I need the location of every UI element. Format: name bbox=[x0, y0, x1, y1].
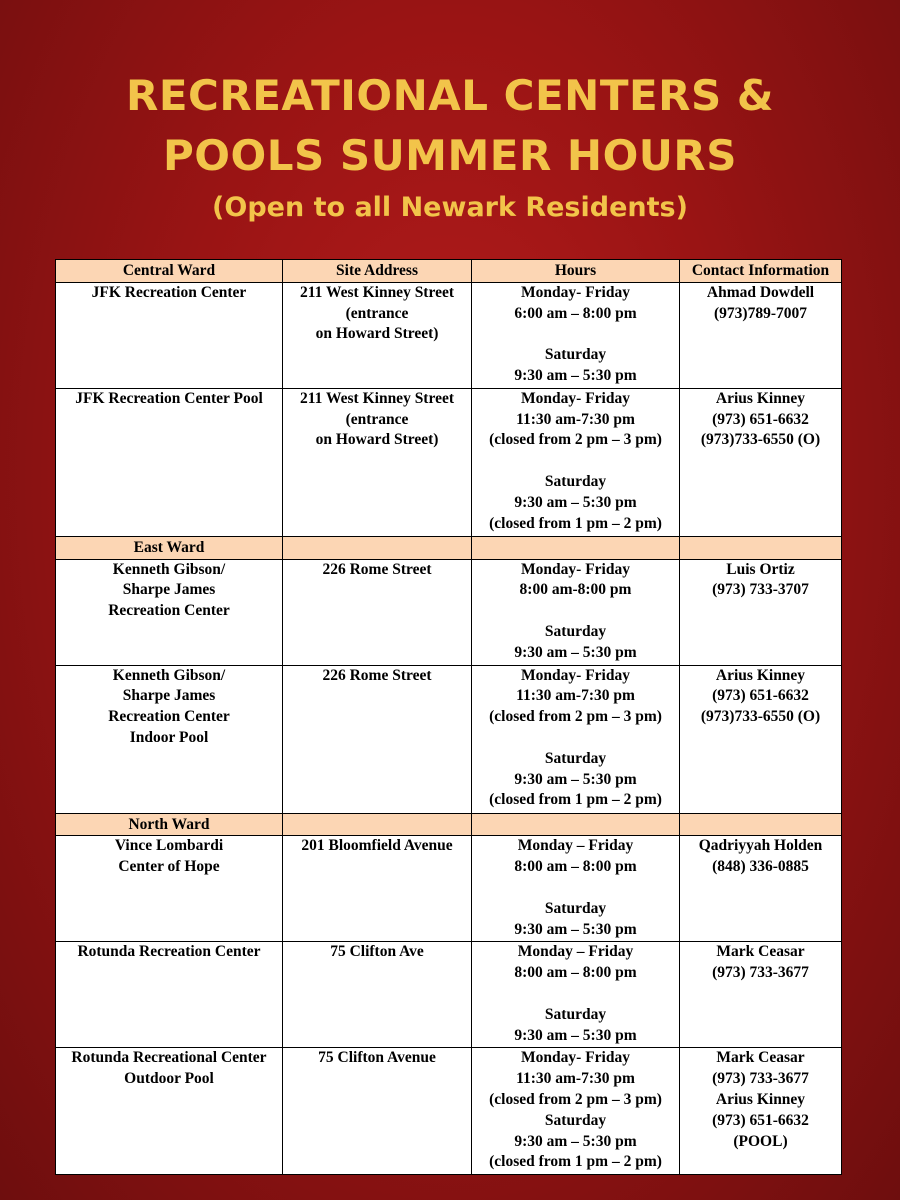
hours: Monday- Friday 8:00 am-8:00 pm Saturday 9:30 am – 5:30 pm bbox=[472, 559, 680, 665]
page-subtitle: (Open to all Newark Residents) bbox=[212, 192, 688, 223]
table-row bbox=[56, 559, 842, 665]
ward-header-row bbox=[56, 536, 842, 559]
site-address: 226 Rome Street bbox=[283, 665, 472, 813]
ward-label-north: North Ward bbox=[56, 813, 283, 836]
contact-info: Arius Kinney (973) 651-6632 (973)733-6550 (O) bbox=[680, 388, 842, 536]
hours: Monday- Friday 6:00 am – 8:00 pm Saturday 9:30 am – 5:30 pm bbox=[472, 282, 680, 388]
facility-name: Vince Lombardi Center of Hope bbox=[56, 836, 283, 942]
site-address: 211 West Kinney Street (entrance on Howard Street) bbox=[283, 388, 472, 536]
table-row bbox=[56, 836, 842, 942]
contact-info: Ahmad Dowdell (973)789-7007 bbox=[680, 282, 842, 388]
site-address: 201 Bloomfield Avenue bbox=[283, 836, 472, 942]
title-line-1: RECREATIONAL CENTERS & bbox=[126, 71, 774, 120]
title-line-2: POOLS SUMMER HOURS bbox=[163, 131, 737, 180]
facility-name: Rotunda Recreational Center Outdoor Pool bbox=[56, 1048, 283, 1175]
hours: Monday- Friday 11:30 am-7:30 pm (closed from 2 pm – 3 pm) Saturday 9:30 am – 5:30 pm (closed from 1 pm – 2 pm) bbox=[472, 665, 680, 813]
ward-label-east: East Ward bbox=[56, 536, 283, 559]
table-row bbox=[56, 1048, 842, 1175]
contact-info: Qadriyyah Holden (848) 336-0885 bbox=[680, 836, 842, 942]
hours-table bbox=[55, 259, 842, 1175]
table-row bbox=[56, 942, 842, 1048]
ward-header-row bbox=[56, 813, 842, 836]
table-row bbox=[56, 282, 842, 388]
column-header-central-ward: Central Ward bbox=[56, 260, 283, 283]
hours: Monday- Friday 11:30 am-7:30 pm (closed from 2 pm – 3 pm) Saturday 9:30 am – 5:30 pm (closed from 1 pm – 2 pm) bbox=[472, 388, 680, 536]
site-address: 211 West Kinney Street (entrance on Howard Street) bbox=[283, 282, 472, 388]
page-title bbox=[0, 66, 900, 186]
facility-name: JFK Recreation Center bbox=[56, 282, 283, 388]
contact-info: Luis Ortiz (973) 733-3707 bbox=[680, 559, 842, 665]
site-address: 226 Rome Street bbox=[283, 559, 472, 665]
table-row bbox=[56, 665, 842, 813]
column-header-site-address: Site Address bbox=[283, 260, 472, 283]
site-address: 75 Clifton Ave bbox=[283, 942, 472, 1048]
contact-info: Mark Ceasar (973) 733-3677 Arius Kinney (973) 651-6632 (POOL) bbox=[680, 1048, 842, 1175]
column-header-contact-information: Contact Information bbox=[680, 260, 842, 283]
contact-info: Mark Ceasar (973) 733-3677 bbox=[680, 942, 842, 1048]
table-header-row bbox=[56, 260, 842, 283]
facility-name: JFK Recreation Center Pool bbox=[56, 388, 283, 536]
facility-name: Kenneth Gibson/ Sharpe James Recreation Center bbox=[56, 559, 283, 665]
contact-info: Arius Kinney (973) 651-6632 (973)733-6550 (O) bbox=[680, 665, 842, 813]
table-row bbox=[56, 388, 842, 536]
facility-name: Rotunda Recreation Center bbox=[56, 942, 283, 1048]
site-address: 75 Clifton Avenue bbox=[283, 1048, 472, 1175]
hours: Monday – Friday 8:00 am – 8:00 pm Saturday 9:30 am – 5:30 pm bbox=[472, 942, 680, 1048]
hours: Monday – Friday 8:00 am – 8:00 pm Saturday 9:30 am – 5:30 pm bbox=[472, 836, 680, 942]
facility-name: Kenneth Gibson/ Sharpe James Recreation Center Indoor Pool bbox=[56, 665, 283, 813]
column-header-hours: Hours bbox=[472, 260, 680, 283]
hours: Monday- Friday 11:30 am-7:30 pm (closed from 2 pm – 3 pm) Saturday 9:30 am – 5:30 pm (closed from 1 pm – 2 pm) bbox=[472, 1048, 680, 1175]
